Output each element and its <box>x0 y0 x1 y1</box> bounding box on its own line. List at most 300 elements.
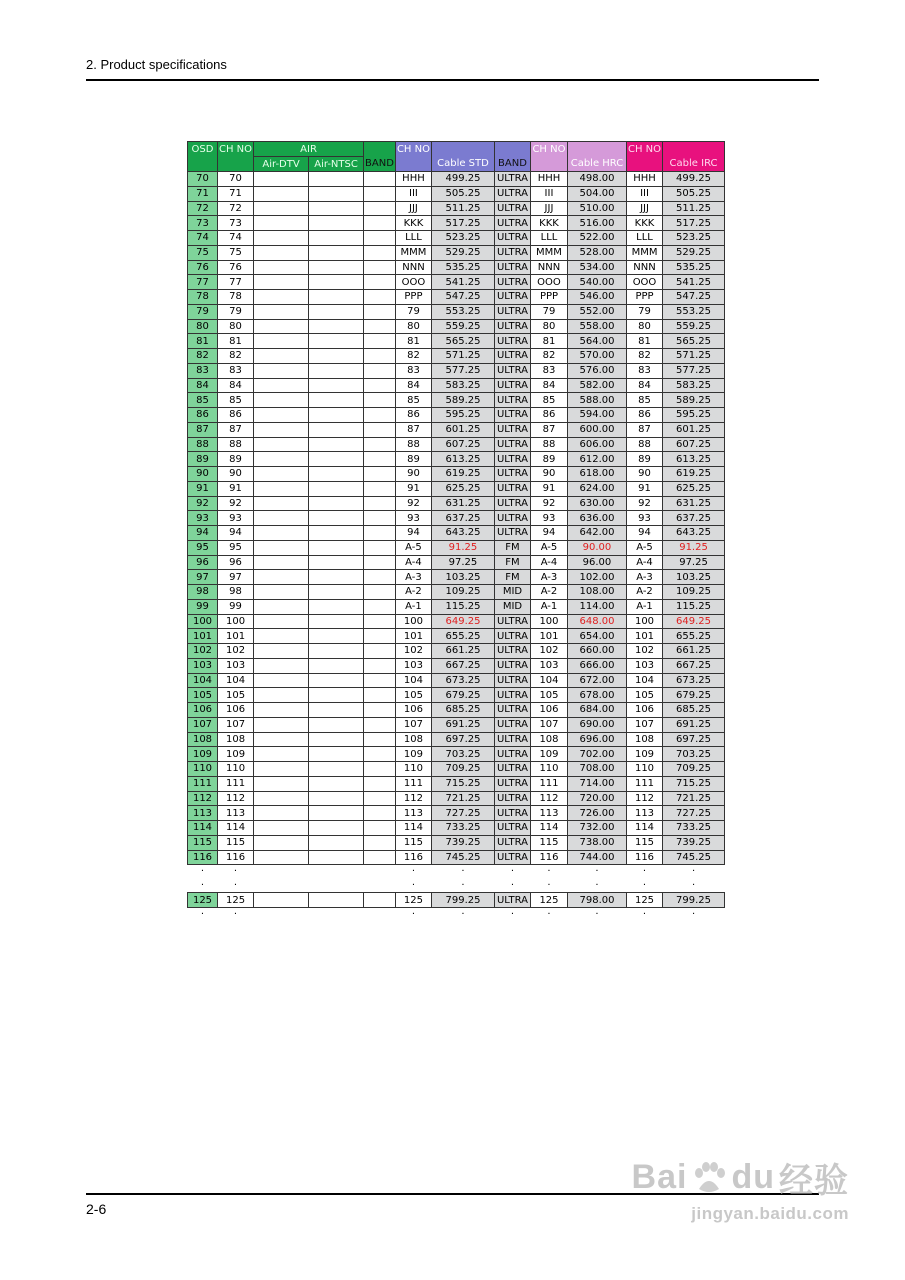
air-dtv-cell <box>254 629 309 644</box>
header-irc-ch-no: CH NO <box>626 142 662 157</box>
std-ch-cell: NNN <box>395 260 431 275</box>
ellipsis-cell: . <box>200 878 205 888</box>
air-ntsc-cell <box>309 201 364 216</box>
band2-cell: MID <box>494 585 530 600</box>
osd-cell: 80 <box>188 319 218 334</box>
table-row <box>188 422 725 437</box>
ch-no-cell: 70 <box>218 172 254 187</box>
cable-std-cell: 571.25 <box>431 349 494 364</box>
irc-ch-cell: 102 <box>626 644 662 659</box>
hrc-ch-cell: 114 <box>530 821 567 836</box>
ch-no-cell: 90 <box>218 467 254 482</box>
cable-std-cell: 547.25 <box>431 290 494 305</box>
osd-cell: 94 <box>188 526 218 541</box>
band2-cell: ULTRA <box>494 526 530 541</box>
air-ntsc-cell <box>309 349 364 364</box>
irc-ch-cell: 112 <box>626 791 662 806</box>
irc-ch-cell: 91 <box>626 481 662 496</box>
hrc-ch-cell: 108 <box>530 732 567 747</box>
cable-hrc-cell: 522.00 <box>567 231 626 246</box>
cable-irc-cell: 733.25 <box>663 821 725 836</box>
air-dtv-cell <box>254 791 309 806</box>
air-dtv-cell <box>254 216 309 231</box>
air-ntsc-cell <box>309 304 364 319</box>
cable-hrc-cell: 534.00 <box>567 260 626 275</box>
osd-cell: 112 <box>188 791 218 806</box>
cable-std-cell: 691.25 <box>431 717 494 732</box>
ellipsis-cell: . <box>200 907 205 917</box>
cable-hrc-cell: 102.00 <box>567 570 626 585</box>
air-dtv-cell <box>254 452 309 467</box>
std-ch-cell: 91 <box>395 481 431 496</box>
air-ntsc-cell <box>309 717 364 732</box>
cable-hrc-cell: 618.00 <box>567 467 626 482</box>
table-row <box>188 452 725 467</box>
table-row <box>188 260 725 275</box>
hrc-ch-cell: A-3 <box>530 570 567 585</box>
osd-cell: 95 <box>188 540 218 555</box>
table-row <box>188 599 725 614</box>
air-ntsc-cell <box>309 540 364 555</box>
std-ch-cell: A-2 <box>395 585 431 600</box>
cable-irc-cell: 691.25 <box>663 717 725 732</box>
std-ch-cell: 88 <box>395 437 431 452</box>
ellipsis-cell: . <box>200 864 205 875</box>
air-dtv-cell <box>254 408 309 423</box>
hrc-ch-cell: 87 <box>530 422 567 437</box>
irc-ch-cell: HHH <box>626 172 662 187</box>
hrc-ch-cell: 100 <box>530 614 567 629</box>
ch-no-cell: 109 <box>218 747 254 762</box>
irc-ch-cell: 101 <box>626 629 662 644</box>
ch-no-cell: 97 <box>218 570 254 585</box>
band2-cell: FM <box>494 570 530 585</box>
cable-hrc-cell: 672.00 <box>567 673 626 688</box>
osd-cell: 103 <box>188 658 218 673</box>
cable-irc-cell: 673.25 <box>663 673 725 688</box>
header-air-dtv: Air-DTV <box>254 157 309 172</box>
cable-hrc-cell: 744.00 <box>567 850 626 865</box>
header-band: BAND <box>364 157 396 172</box>
hrc-ch-cell: 81 <box>530 334 567 349</box>
ch-no-cell: 72 <box>218 201 254 216</box>
band2-cell: ULTRA <box>494 245 530 260</box>
irc-ch-cell: 82 <box>626 349 662 364</box>
hrc-ch-cell: 103 <box>530 658 567 673</box>
cable-hrc-cell: 546.00 <box>567 290 626 305</box>
cable-hrc-cell: 726.00 <box>567 806 626 821</box>
band-cell <box>364 526 396 541</box>
std-ch-cell: 84 <box>395 378 431 393</box>
irc-ch-cell: LLL <box>626 231 662 246</box>
cable-hrc-cell: 588.00 <box>567 393 626 408</box>
ellipsis-cell: . <box>547 864 551 875</box>
ch-no-cell: 108 <box>218 732 254 747</box>
air-ntsc-cell <box>309 732 364 747</box>
band-cell <box>364 201 396 216</box>
std-ch-cell: A-5 <box>395 540 431 555</box>
air-ntsc-cell <box>309 791 364 806</box>
cable-hrc-cell: 606.00 <box>567 437 626 452</box>
cable-std-cell: 511.25 <box>431 201 494 216</box>
cable-hrc-cell: 552.00 <box>567 304 626 319</box>
air-dtv-cell <box>254 893 309 908</box>
ellipsis-cell: . <box>691 864 696 875</box>
air-ntsc-cell <box>309 275 364 290</box>
page-number: 2-6 <box>86 1201 107 1217</box>
irc-ch-cell: 107 <box>626 717 662 732</box>
cable-std-cell: 499.25 <box>431 172 494 187</box>
hrc-ch-cell: 82 <box>530 349 567 364</box>
osd-cell: 98 <box>188 585 218 600</box>
header-osd: OSD <box>188 142 218 157</box>
hrc-ch-cell: 88 <box>530 437 567 452</box>
band-cell <box>364 614 396 629</box>
ch-no-cell: 110 <box>218 762 254 777</box>
air-ntsc-cell <box>309 363 364 378</box>
air-dtv-cell <box>254 747 309 762</box>
hrc-ch-cell: PPP <box>530 290 567 305</box>
air-ntsc-cell <box>309 806 364 821</box>
cable-irc-cell: 103.25 <box>663 570 725 585</box>
osd-cell: 96 <box>188 555 218 570</box>
header-ch-no-cont <box>218 157 254 172</box>
osd-cell: 87 <box>188 422 218 437</box>
cable-hrc-cell: 696.00 <box>567 732 626 747</box>
table-row <box>188 540 725 555</box>
band2-cell: ULTRA <box>494 806 530 821</box>
air-ntsc-cell <box>309 526 364 541</box>
band-cell <box>364 260 396 275</box>
band-cell <box>364 304 396 319</box>
osd-cell: 116 <box>188 850 218 865</box>
air-dtv-cell <box>254 496 309 511</box>
band-cell <box>364 511 396 526</box>
cable-hrc-cell: 558.00 <box>567 319 626 334</box>
cable-std-cell: 739.25 <box>431 835 494 850</box>
band2-cell: ULTRA <box>494 511 530 526</box>
table-row <box>188 732 725 747</box>
air-ntsc-cell <box>309 821 364 836</box>
cable-std-cell: 115.25 <box>431 599 494 614</box>
table-row <box>188 363 725 378</box>
band-cell <box>364 850 396 865</box>
air-dtv-cell <box>254 570 309 585</box>
osd-cell: 78 <box>188 290 218 305</box>
band-cell <box>364 422 396 437</box>
band-cell <box>364 747 396 762</box>
band-cell <box>364 570 396 585</box>
osd-cell: 125 <box>188 893 218 908</box>
air-dtv-cell <box>254 821 309 836</box>
band-cell <box>364 437 396 452</box>
cable-hrc-cell: 636.00 <box>567 511 626 526</box>
cable-std-cell: 601.25 <box>431 422 494 437</box>
cable-hrc-cell: 576.00 <box>567 363 626 378</box>
table-row <box>188 319 725 334</box>
header-std-ch-cont <box>395 157 431 172</box>
ch-no-cell: 91 <box>218 481 254 496</box>
ch-no-cell: 103 <box>218 658 254 673</box>
air-dtv-cell <box>254 717 309 732</box>
band2-cell: ULTRA <box>494 614 530 629</box>
cable-irc-cell: 517.25 <box>663 216 725 231</box>
table-row <box>188 304 725 319</box>
std-ch-cell: 104 <box>395 673 431 688</box>
air-ntsc-cell <box>309 186 364 201</box>
table-row <box>188 378 725 393</box>
cable-hrc-cell: 528.00 <box>567 245 626 260</box>
band2-cell: ULTRA <box>494 629 530 644</box>
cable-std-cell: 679.25 <box>431 688 494 703</box>
ch-no-cell: 98 <box>218 585 254 600</box>
air-ntsc-cell <box>309 467 364 482</box>
air-dtv-cell <box>254 644 309 659</box>
cable-hrc-cell: 690.00 <box>567 717 626 732</box>
irc-ch-cell: 110 <box>626 762 662 777</box>
band-cell <box>364 481 396 496</box>
irc-ch-cell: 108 <box>626 732 662 747</box>
cable-hrc-cell: 624.00 <box>567 481 626 496</box>
hrc-ch-cell: 102 <box>530 644 567 659</box>
cable-hrc-cell: 600.00 <box>567 422 626 437</box>
std-ch-cell: 105 <box>395 688 431 703</box>
irc-ch-cell: A-5 <box>626 540 662 555</box>
ch-no-cell: 116 <box>218 850 254 865</box>
cable-irc-cell: 91.25 <box>663 540 725 555</box>
table-row <box>188 437 725 452</box>
band-cell <box>364 216 396 231</box>
irc-ch-cell: A-3 <box>626 570 662 585</box>
cable-hrc-cell: 720.00 <box>567 791 626 806</box>
table-row <box>188 511 725 526</box>
std-ch-cell: KKK <box>395 216 431 231</box>
cable-irc-cell: 553.25 <box>663 304 725 319</box>
ch-no-cell: 114 <box>218 821 254 836</box>
band-cell <box>364 673 396 688</box>
air-dtv-cell <box>254 304 309 319</box>
irc-ch-cell: 93 <box>626 511 662 526</box>
band2-cell: ULTRA <box>494 762 530 777</box>
irc-ch-cell: 84 <box>626 378 662 393</box>
std-ch-cell: LLL <box>395 231 431 246</box>
hrc-ch-cell: 106 <box>530 703 567 718</box>
band-cell <box>364 186 396 201</box>
air-ntsc-cell <box>309 835 364 850</box>
irc-ch-cell: 105 <box>626 688 662 703</box>
air-ntsc-cell <box>309 850 364 865</box>
irc-ch-cell: 100 <box>626 614 662 629</box>
ellipsis-cell: . <box>510 878 515 888</box>
osd-cell: 111 <box>188 776 218 791</box>
air-dtv-cell <box>254 732 309 747</box>
ch-no-cell: 76 <box>218 260 254 275</box>
cable-irc-cell: 745.25 <box>663 850 725 865</box>
ch-no-cell: 107 <box>218 717 254 732</box>
ch-no-cell: 83 <box>218 363 254 378</box>
osd-cell: 106 <box>188 703 218 718</box>
band-cell <box>364 349 396 364</box>
std-ch-cell: 116 <box>395 850 431 865</box>
table-row <box>188 762 725 777</box>
ellipsis-cell: . <box>691 907 696 917</box>
band2-cell: ULTRA <box>494 673 530 688</box>
cable-std-cell: 697.25 <box>431 732 494 747</box>
cable-hrc-cell: 90.00 <box>567 540 626 555</box>
air-ntsc-cell <box>309 673 364 688</box>
std-ch-cell: 102 <box>395 644 431 659</box>
ellipsis-row <box>188 865 725 879</box>
ch-no-cell: 71 <box>218 186 254 201</box>
ch-no-cell: 112 <box>218 791 254 806</box>
osd-cell: 71 <box>188 186 218 201</box>
band2-cell: ULTRA <box>494 275 530 290</box>
ellipsis-cell: . <box>461 907 465 917</box>
air-dtv-cell <box>254 467 309 482</box>
band-cell <box>364 467 396 482</box>
hrc-ch-cell: 125 <box>530 893 567 908</box>
air-dtv-cell <box>254 260 309 275</box>
std-ch-cell: 112 <box>395 791 431 806</box>
ellipsis-cell <box>309 865 364 879</box>
osd-cell: 107 <box>188 717 218 732</box>
irc-ch-cell: KKK <box>626 216 662 231</box>
cable-irc-cell: 685.25 <box>663 703 725 718</box>
osd-cell: 90 <box>188 467 218 482</box>
band-cell <box>364 319 396 334</box>
band-cell <box>364 821 396 836</box>
band2-cell: ULTRA <box>494 688 530 703</box>
air-ntsc-cell <box>309 570 364 585</box>
band2-cell: ULTRA <box>494 186 530 201</box>
band2-cell: ULTRA <box>494 776 530 791</box>
ch-no-cell: 93 <box>218 511 254 526</box>
air-ntsc-cell <box>309 481 364 496</box>
band2-cell: ULTRA <box>494 363 530 378</box>
hrc-ch-cell: 84 <box>530 378 567 393</box>
std-ch-cell: JJJ <box>395 201 431 216</box>
hrc-ch-cell: JJJ <box>530 201 567 216</box>
std-ch-cell: 101 <box>395 629 431 644</box>
cable-std-cell: 685.25 <box>431 703 494 718</box>
irc-ch-cell: 109 <box>626 747 662 762</box>
osd-cell: 105 <box>188 688 218 703</box>
cable-irc-cell: 709.25 <box>663 762 725 777</box>
air-ntsc-cell <box>309 216 364 231</box>
band2-cell: ULTRA <box>494 732 530 747</box>
ellipsis-cell: . <box>547 878 551 888</box>
cable-std-cell: 523.25 <box>431 231 494 246</box>
band-cell <box>364 334 396 349</box>
header-rule <box>86 79 819 81</box>
hrc-ch-cell: 115 <box>530 835 567 850</box>
header-irc-ch-cont <box>626 157 662 172</box>
ellipsis-cell: . <box>691 878 696 888</box>
table-row <box>188 245 725 260</box>
band-cell <box>364 629 396 644</box>
std-ch-cell: 94 <box>395 526 431 541</box>
cable-irc-cell: 715.25 <box>663 776 725 791</box>
band2-cell: ULTRA <box>494 334 530 349</box>
osd-cell: 114 <box>188 821 218 836</box>
cable-irc-cell: 535.25 <box>663 260 725 275</box>
hrc-ch-cell: 85 <box>530 393 567 408</box>
ch-no-cell: 125 <box>218 893 254 908</box>
osd-cell: 109 <box>188 747 218 762</box>
air-dtv-cell <box>254 806 309 821</box>
osd-cell: 76 <box>188 260 218 275</box>
air-ntsc-cell <box>309 747 364 762</box>
air-ntsc-cell <box>309 172 364 187</box>
cable-hrc-cell: 678.00 <box>567 688 626 703</box>
hrc-ch-cell: 91 <box>530 481 567 496</box>
air-dtv-cell <box>254 585 309 600</box>
band2-cell: ULTRA <box>494 260 530 275</box>
air-dtv-cell <box>254 703 309 718</box>
cable-hrc-cell: 504.00 <box>567 186 626 201</box>
header-cable-hrc: Cable HRC <box>567 157 626 172</box>
cable-irc-cell: 601.25 <box>663 422 725 437</box>
std-ch-cell: HHH <box>395 172 431 187</box>
air-ntsc-cell <box>309 614 364 629</box>
std-ch-cell: 82 <box>395 349 431 364</box>
band-cell <box>364 393 396 408</box>
band-cell <box>364 835 396 850</box>
std-ch-cell: 87 <box>395 422 431 437</box>
osd-cell: 97 <box>188 570 218 585</box>
osd-cell: 115 <box>188 835 218 850</box>
ch-no-cell: 96 <box>218 555 254 570</box>
ch-no-cell: 105 <box>218 688 254 703</box>
band-cell <box>364 732 396 747</box>
air-ntsc-cell <box>309 776 364 791</box>
cable-hrc-cell: 540.00 <box>567 275 626 290</box>
osd-cell: 85 <box>188 393 218 408</box>
ch-no-cell: 111 <box>218 776 254 791</box>
ellipsis-cell <box>364 865 396 879</box>
std-ch-cell: MMM <box>395 245 431 260</box>
cable-std-cell: 649.25 <box>431 614 494 629</box>
hrc-ch-cell: 109 <box>530 747 567 762</box>
air-ntsc-cell <box>309 319 364 334</box>
air-dtv-cell <box>254 201 309 216</box>
cable-std-cell: 619.25 <box>431 467 494 482</box>
band-cell <box>364 806 396 821</box>
ch-no-cell: 102 <box>218 644 254 659</box>
cable-irc-cell: 523.25 <box>663 231 725 246</box>
table-row <box>188 791 725 806</box>
air-ntsc-cell <box>309 893 364 908</box>
irc-ch-cell: 86 <box>626 408 662 423</box>
band-cell <box>364 290 396 305</box>
cable-irc-cell: 619.25 <box>663 467 725 482</box>
cable-irc-cell: 505.25 <box>663 186 725 201</box>
table-row <box>188 821 725 836</box>
band2-cell: ULTRA <box>494 496 530 511</box>
irc-ch-cell: 115 <box>626 835 662 850</box>
cable-hrc-cell: 114.00 <box>567 599 626 614</box>
osd-cell: 81 <box>188 334 218 349</box>
hrc-ch-cell: 80 <box>530 319 567 334</box>
hrc-ch-cell: 107 <box>530 717 567 732</box>
ellipsis-cell: . <box>233 878 238 888</box>
ellipsis-cell: . <box>642 864 647 875</box>
table-row <box>188 290 725 305</box>
cable-irc-cell: 583.25 <box>663 378 725 393</box>
table-row <box>188 496 725 511</box>
irc-ch-cell: A-4 <box>626 555 662 570</box>
air-ntsc-cell <box>309 245 364 260</box>
